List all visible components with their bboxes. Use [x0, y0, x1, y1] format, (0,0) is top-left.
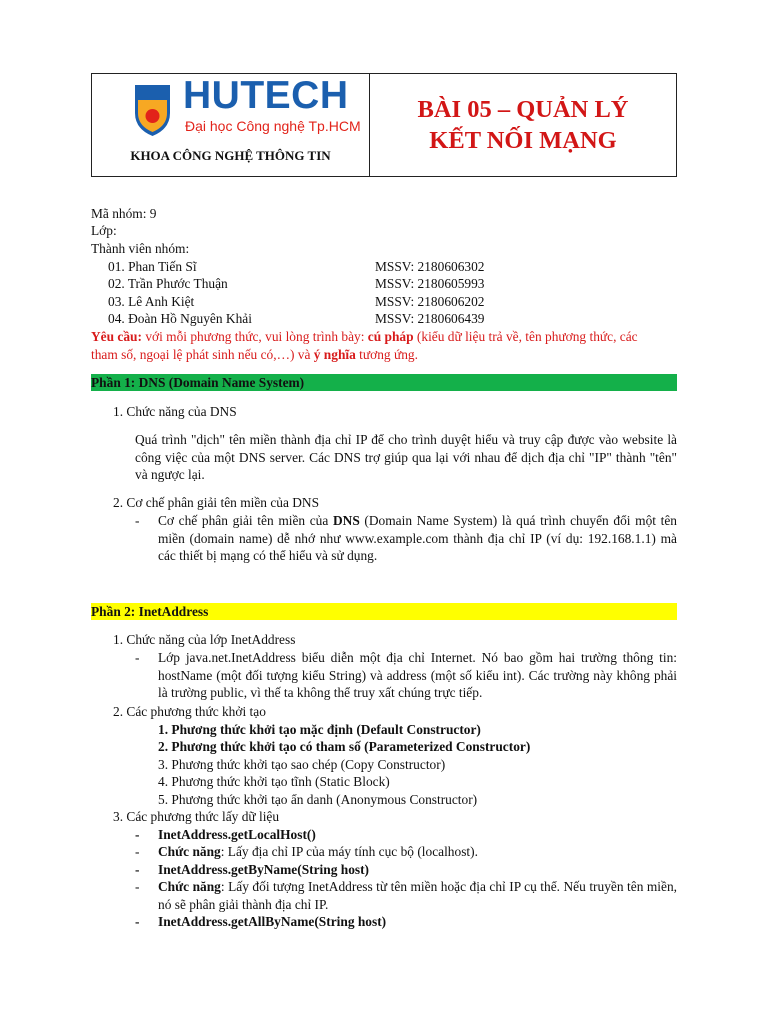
- part1-item2: 2. Cơ chế phân giải tên miền của DNS: [113, 495, 320, 510]
- logo-brand: HUTECH: [183, 74, 349, 117]
- bullet-bold-dns: DNS: [332, 513, 360, 528]
- logo-tagline: Đại học Công nghệ Tp.HCM: [185, 118, 361, 134]
- part2-bullet: Lớp java.net.InetAddress biểu diễn một địa chỉ Internet. Nó bao gồm hai trường thông tin: hostName (một đối tượng kiểu String) và address (một số kiểu int). Các trường này không phải là trường public, vì thế ta không thể truy xất chúng trực tiếp.: [158, 650, 677, 700]
- hutech-logo: [133, 74, 361, 140]
- member-name: 03. Lê Anh Kiệt: [108, 294, 195, 309]
- faculty-name: KHOA CÔNG NGHỆ THÔNG TIN: [130, 148, 331, 163]
- method-name: InetAddress.getAllByName(String host): [158, 914, 387, 929]
- description-text: : Lấy đối tượng InetAddress từ tên miền hoặc địa chỉ IP cụ thể. Nếu truyền tên miền, nó sẽ phân giải thành địa chỉ IP.: [158, 879, 678, 912]
- part1-heading: Phần 1: DNS (Domain Name System): [91, 374, 677, 391]
- bullet-dash: -: [135, 650, 140, 665]
- member-id: MSSV: 2180606302: [375, 259, 485, 274]
- bullet-dash: -: [135, 879, 140, 894]
- member-id: MSSV: 2180606439: [375, 311, 485, 326]
- shield-icon: [133, 83, 172, 137]
- description-text: : Lấy địa chỉ IP của máy tính cục bộ (localhost).: [220, 844, 478, 859]
- part2-heading: Phần 2: InetAddress: [91, 603, 677, 620]
- bullet-text: Cơ chế phân giải tên miền của: [158, 513, 333, 528]
- function-label: Chức năng: [158, 844, 221, 859]
- part1-item1: 1. Chức năng của DNS: [113, 404, 237, 419]
- function-label: Chức năng: [158, 879, 221, 894]
- requirement-line2: [91, 346, 418, 363]
- requirement-bold-syntax: cú pháp: [367, 329, 414, 344]
- bullet-dash: -: [135, 827, 140, 842]
- constructor-item: 5. Phương thức khởi tạo ẩn danh (Anonymous Constructor): [158, 792, 478, 807]
- member-name: 01. Phan Tiến Sĩ: [108, 259, 197, 274]
- constructor-item: 3. Phương thức khởi tạo sao chép (Copy Constructor): [158, 757, 446, 772]
- requirement-text: tham số, ngoại lệ phát sinh nếu có,…) và: [91, 347, 314, 362]
- requirement-text: tương ứng.: [355, 347, 418, 362]
- header-logo-cell: [92, 74, 370, 176]
- method-name: InetAddress.getByName(String host): [158, 862, 370, 877]
- member-name: 04. Đoàn Hồ Nguyên Khải: [108, 311, 252, 326]
- member-name: 02. Trần Phước Thuận: [108, 276, 228, 291]
- part2-item1: 1. Chức năng của lớp InetAddress: [113, 632, 296, 647]
- bullet-dash: -: [135, 862, 140, 877]
- header-title-cell: [370, 74, 676, 176]
- members-label: Thành viên nhóm:: [91, 241, 190, 256]
- doc-title-line1: BÀI 05 – QUẢN LÝ: [417, 96, 629, 123]
- part2-item3: 3. Các phương thức lấy dữ liệu: [113, 809, 280, 824]
- requirement-line1: [91, 328, 638, 345]
- method-name: InetAddress.getLocalHost(): [158, 827, 316, 842]
- requirement-text: với mỗi phương thức, vui lòng trình bày:: [141, 329, 368, 344]
- constructor-item: 1. Phương thức khởi tạo mặc định (Default Constructor): [158, 722, 481, 737]
- requirement-label: Yêu cầu:: [91, 329, 142, 344]
- group-code: Mã nhóm: 9: [91, 206, 157, 221]
- bullet-text: (Domain Name System) là quá trình chuyển đổi một tên miền (domain name) dễ nhớ như www.example.com thành địa chỉ IP (ví dụ: 192.168.1.1) mà các thiết bị mạng có thể hiểu và sử dụng.: [158, 513, 678, 563]
- method-description: [158, 843, 478, 860]
- part2-item2: 2. Các phương thức khởi tạo: [113, 704, 266, 719]
- requirement-text: (kiểu dữ liệu trả về, tên phương thức, các: [413, 329, 638, 344]
- method-description: [158, 878, 677, 913]
- part1-paragraph: Quá trình "dịch" tên miền thành địa chỉ IP để cho trình duyệt hiểu và truy cập được vào website là công việc của một DNS server. Các DNS trợ giúp qua lại với nhau để dịch địa chỉ "IP" thành "tên" và ngược lại.: [135, 432, 677, 482]
- bullet-dash: -: [135, 513, 140, 528]
- member-id: MSSV: 2180606202: [375, 294, 485, 309]
- doc-title-line2: KẾT NỐI MẠNG: [429, 127, 617, 154]
- bullet-dash: -: [135, 914, 140, 929]
- requirement-bold-meaning: ý nghĩa: [313, 347, 356, 362]
- bullet-dash: -: [135, 844, 140, 859]
- member-id: MSSV: 2180605993: [375, 276, 485, 291]
- constructor-item: 2. Phương thức khởi tạo có tham số (Parameterized Constructor): [158, 739, 531, 754]
- class-label: Lớp:: [91, 223, 117, 238]
- constructor-item: 4. Phương thức khởi tạo tĩnh (Static Block): [158, 774, 390, 789]
- part1-bullet: [158, 512, 677, 565]
- header-table: [91, 73, 677, 177]
